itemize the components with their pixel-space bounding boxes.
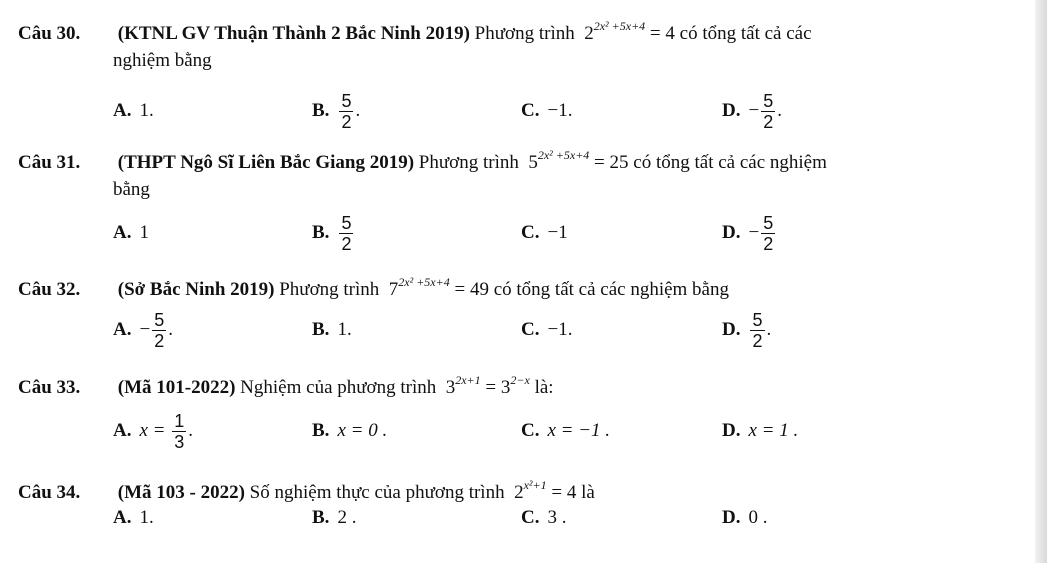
- equation: $2^{x^2+1} = 4$: [514, 478, 577, 503]
- equation: $3^{2x+1} = 3^{2-x}$: [445, 373, 530, 398]
- equation: $2^{2x^2 +5x+4} = 4$: [584, 19, 675, 44]
- option-d: D. 0 .: [722, 507, 768, 528]
- option-b: B. $\frac{5}{2}$ .: [312, 90, 361, 132]
- stem-text: Phương trình: [279, 279, 380, 300]
- stem-text-after: là: [581, 482, 595, 503]
- option-d: D. − $\frac{5}{2}$ .: [722, 90, 782, 132]
- stem-text: Nghiệm của phương trình: [240, 377, 437, 398]
- option-c: C. 3 .: [521, 507, 567, 528]
- equation: $5^{2x^2 +5x+4} = 25$: [528, 148, 629, 173]
- option-b: B. 1.: [312, 319, 352, 340]
- question-30-stem: [18, 19, 812, 47]
- fraction: $\frac{5}{2}$: [154, 309, 165, 351]
- option-d: D. $\frac{5}{2}$ .: [722, 309, 772, 351]
- stem-text: Phương trình: [474, 23, 575, 44]
- fraction: $\frac{5}{2}$: [752, 309, 763, 351]
- question-33-stem: [18, 373, 554, 401]
- fraction: $\frac{5}{2}$: [341, 90, 352, 132]
- fraction: $\frac{5}{2}$: [763, 90, 774, 132]
- stem-text-after: có tổng tất cả các: [679, 23, 812, 44]
- option-a: A. 1.: [113, 100, 154, 121]
- question-34-stem: [18, 478, 595, 506]
- fraction: $\frac{1}{3}$: [174, 410, 185, 452]
- fraction: $\frac{5}{2}$: [341, 212, 352, 254]
- question-source: (KTNL GV Thuận Thành 2 Bắc Ninh 2019): [117, 23, 470, 44]
- fraction: $\frac{5}{2}$: [763, 212, 774, 254]
- stem-text: Phương trình: [418, 152, 519, 173]
- question-number: Câu 33.: [18, 377, 81, 398]
- option-a: A. 1: [113, 222, 149, 243]
- option-c: C. x = −1 .: [521, 420, 611, 441]
- question-source: (THPT Ngô Sĩ Liên Bắc Giang 2019): [117, 152, 415, 173]
- question-31-stem: [18, 148, 827, 176]
- option-d: D. − $\frac{5}{2}$: [722, 212, 774, 254]
- question-source: (Sở Bắc Ninh 2019): [117, 279, 275, 300]
- question-source: (Mã 103 - 2022): [117, 482, 245, 503]
- stem-text-after: có tổng tất cả các nghiệm: [633, 152, 827, 173]
- question-number: Câu 30.: [18, 23, 81, 44]
- option-c: C. −1: [521, 222, 568, 243]
- stem-text-after: có tổng tất cả các nghiệm bằng: [493, 279, 729, 300]
- stem-text-after: là:: [534, 377, 554, 398]
- question-number: Câu 31.: [18, 152, 81, 173]
- option-c: C. −1.: [521, 319, 573, 340]
- stem-text: Số nghiệm thực của phương trình: [249, 482, 505, 503]
- page-edge-shadow: [1035, 0, 1047, 563]
- stem-continuation: nghiệm bằng: [113, 50, 212, 71]
- option-d: D. x = 1 .: [722, 420, 799, 441]
- equation: $7^{2x^2 +5x+4} = 49$: [388, 275, 489, 300]
- option-b: B. $\frac{5}{2}$: [312, 212, 352, 254]
- option-c: C. −1.: [521, 100, 573, 121]
- option-a: A. x = $\frac{1}{3}$ .: [113, 410, 194, 452]
- option-b: B. x = 0 .: [312, 420, 388, 441]
- question-number: Câu 32.: [18, 279, 81, 300]
- option-a: A. 1.: [113, 507, 154, 528]
- option-a: A. − $\frac{5}{2}$ .: [113, 309, 173, 351]
- stem-continuation: bằng: [113, 179, 150, 200]
- question-number: Câu 34.: [18, 482, 81, 503]
- question-source: (Mã 101-2022): [117, 377, 236, 398]
- question-32-stem: [18, 275, 729, 303]
- option-b: B. 2 .: [312, 507, 357, 528]
